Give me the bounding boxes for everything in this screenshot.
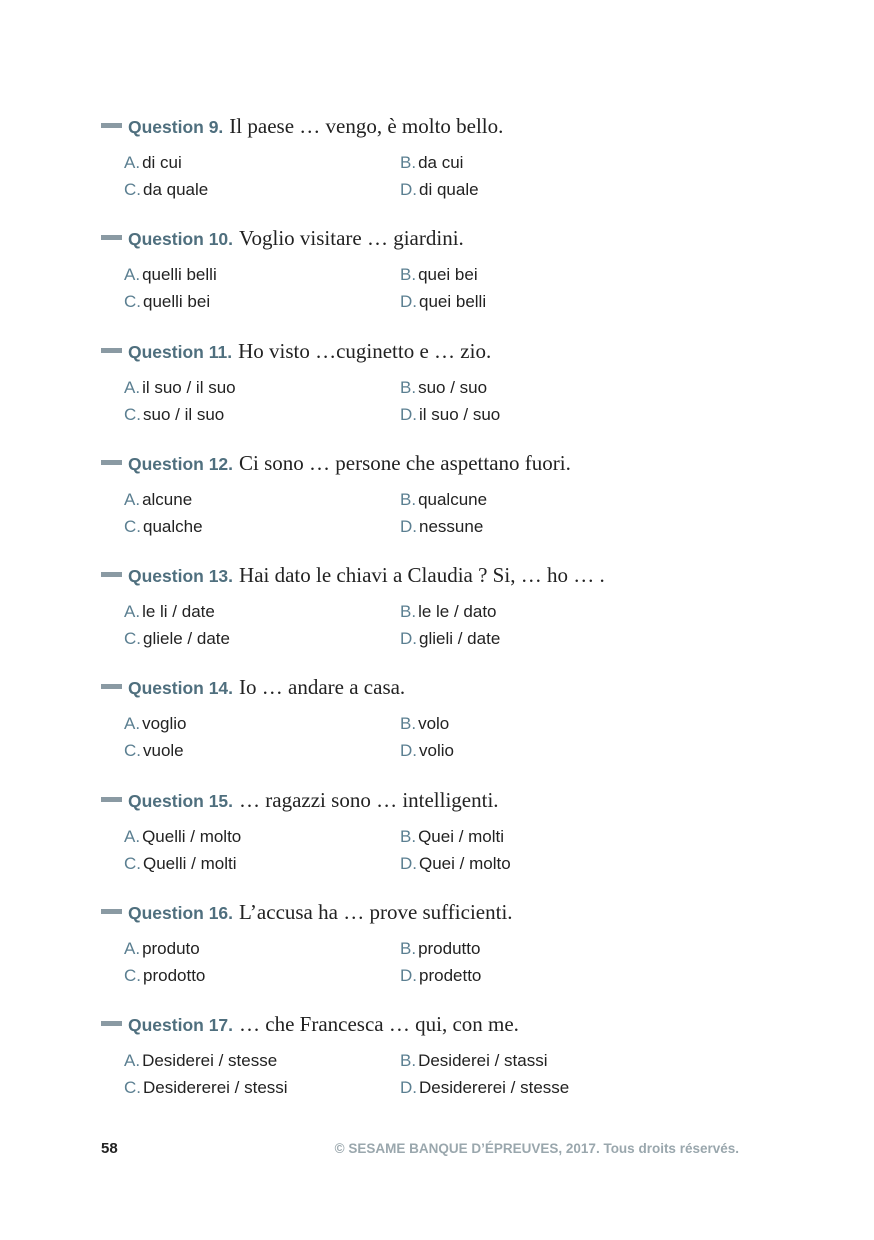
question-header [101, 114, 781, 144]
answer-options [124, 1047, 684, 1101]
option-letter: A. [124, 714, 141, 734]
question-header [101, 900, 781, 930]
option-text: il suo / il suo [142, 377, 236, 397]
answer-options [124, 935, 684, 989]
option-d [400, 737, 676, 764]
option-text: Desidererei / stesse [419, 1078, 570, 1098]
option-text: produtto [418, 939, 481, 959]
question-label: Question 12. [128, 453, 234, 474]
option-b [400, 486, 676, 513]
question-item [101, 1012, 781, 1124]
option-text: Quei / molto [419, 853, 511, 873]
option-text: Desiderei / stesse [142, 1051, 278, 1071]
question-text: Io … andare a casa. [239, 675, 406, 700]
question-item [101, 675, 781, 787]
answer-options [124, 598, 684, 652]
option-text: Quei / molti [418, 826, 505, 846]
option-b [400, 261, 676, 288]
option-text: Desiderei / stassi [418, 1051, 548, 1071]
option-b [400, 374, 676, 401]
option-letter: D. [400, 292, 417, 312]
option-text: glieli / date [419, 629, 501, 649]
question-text: … ragazzi sono … intelligenti. [239, 787, 499, 812]
option-letter: D. [400, 404, 417, 424]
option-c [124, 513, 400, 540]
question-header [101, 451, 781, 481]
question-label: Question 10. [128, 229, 234, 250]
option-letter: A. [124, 826, 141, 846]
question-marker-bar [101, 1021, 122, 1026]
question-marker-bar [101, 348, 122, 353]
option-c [124, 1074, 400, 1101]
option-text: volo [418, 714, 450, 734]
question-label: Question 16. [128, 903, 234, 924]
question-label: Question 17. [128, 1015, 234, 1036]
question-header [101, 226, 781, 256]
question-marker-bar [101, 572, 122, 577]
option-text: quei bei [418, 265, 478, 285]
question-item [101, 788, 781, 900]
option-text: Quelli / molti [143, 853, 237, 873]
question-item [101, 226, 781, 338]
question-label: Question 14. [128, 678, 234, 699]
question-label: Question 15. [128, 790, 234, 811]
question-text: Voglio visitare … giardini. [239, 226, 464, 251]
option-letter: C. [124, 966, 141, 986]
option-c [124, 737, 400, 764]
option-text: prodotto [143, 966, 206, 986]
option-text: qualcune [418, 489, 488, 509]
option-text: Quelli / molto [142, 826, 242, 846]
option-a [124, 1047, 400, 1074]
option-d [400, 401, 676, 428]
option-text: Desidererei / stessi [143, 1078, 288, 1098]
option-text: da quale [143, 180, 209, 199]
page-footer [101, 1140, 741, 1162]
question-header [101, 563, 781, 593]
option-d [400, 513, 676, 540]
option-letter: C. [124, 1078, 141, 1098]
option-letter: B. [400, 377, 417, 397]
option-b [400, 1047, 676, 1074]
option-d [400, 962, 676, 989]
question-label: Question 13. [128, 566, 234, 587]
option-letter: B. [400, 1051, 417, 1071]
answer-options [124, 261, 684, 315]
option-letter: C. [124, 404, 141, 424]
question-header [101, 675, 781, 705]
option-letter: D. [400, 966, 417, 986]
option-text: nessune [419, 516, 484, 536]
option-letter: C. [124, 629, 141, 649]
question-label: Question 11. [128, 341, 233, 362]
question-header [101, 788, 781, 818]
question-marker-bar [101, 460, 122, 465]
copyright-notice: © SESAME BANQUE D’ÉPREUVES, 2017. Tous droits réservés. [334, 1141, 739, 1156]
option-a [124, 823, 400, 850]
option-a [124, 261, 400, 288]
option-letter: C. [124, 853, 141, 873]
option-letter: D. [400, 741, 417, 761]
option-text: quelli belli [142, 265, 217, 285]
option-b [400, 935, 676, 962]
question-text: Il paese … vengo, è molto bello. [229, 114, 504, 138]
option-text: qualche [143, 516, 203, 536]
question-text: L’accusa ha … prove sufficienti. [239, 900, 513, 925]
question-text: Hai dato le chiavi a Claudia ? Si, … ho … . [239, 563, 605, 588]
question-header [101, 339, 781, 369]
option-letter: A. [124, 153, 141, 172]
option-letter: D. [400, 516, 417, 536]
option-a [124, 935, 400, 962]
question-text: Ho visto …cuginetto e … zio. [238, 338, 492, 363]
option-letter: A. [124, 377, 141, 397]
option-text: da cui [418, 153, 464, 172]
option-b [400, 149, 676, 176]
option-c [124, 176, 400, 203]
question-text: Ci sono … persone che aspettano fuori. [239, 450, 571, 475]
option-text: il suo / suo [419, 404, 501, 424]
option-letter: A. [124, 939, 141, 959]
option-c [124, 850, 400, 877]
option-letter: A. [124, 1051, 141, 1071]
question-item [101, 451, 781, 563]
question-item [101, 114, 781, 226]
option-letter: B. [400, 602, 417, 622]
option-a [124, 598, 400, 625]
option-letter: C. [124, 292, 141, 312]
answer-options [124, 374, 684, 428]
option-letter: C. [124, 180, 141, 199]
question-header [101, 1012, 781, 1042]
option-text: suo / il suo [143, 404, 225, 424]
option-b [400, 710, 676, 737]
option-letter: C. [124, 741, 141, 761]
option-letter: C. [124, 516, 141, 536]
option-text: voglio [142, 714, 187, 734]
option-letter: D. [400, 1078, 417, 1098]
option-text: quelli bei [143, 292, 211, 312]
option-text: di cui [142, 153, 182, 172]
question-item [101, 563, 781, 675]
option-letter: D. [400, 180, 417, 199]
option-text: gliele / date [143, 629, 230, 649]
option-a [124, 710, 400, 737]
option-d [400, 176, 676, 203]
question-marker-bar [101, 123, 122, 128]
option-c [124, 962, 400, 989]
option-letter: B. [400, 939, 417, 959]
option-text: le le / dato [418, 602, 497, 622]
option-letter: B. [400, 265, 417, 285]
option-text: alcune [142, 489, 193, 509]
option-letter: A. [124, 602, 141, 622]
option-text: prodetto [419, 966, 482, 986]
answer-options [124, 710, 684, 764]
question-marker-bar [101, 684, 122, 689]
question-text: … che Francesca … qui, con me. [239, 1012, 519, 1037]
question-list [101, 114, 781, 1125]
option-a [124, 149, 400, 176]
answer-options [124, 149, 684, 203]
option-letter: B. [400, 153, 417, 172]
question-marker-bar [101, 797, 122, 802]
option-b [400, 823, 676, 850]
option-text: suo / suo [418, 377, 488, 397]
option-text: volio [419, 741, 454, 761]
option-text: vuole [143, 741, 184, 761]
option-letter: B. [400, 714, 417, 734]
option-c [124, 625, 400, 652]
option-a [124, 486, 400, 513]
question-item [101, 339, 781, 451]
option-c [124, 288, 400, 315]
answer-options [124, 823, 684, 877]
option-text: quei belli [419, 292, 487, 312]
option-text: di quale [419, 180, 479, 199]
option-letter: B. [400, 489, 417, 509]
option-letter: D. [400, 853, 417, 873]
option-d [400, 288, 676, 315]
option-letter: A. [124, 489, 141, 509]
option-text: le li / date [142, 602, 215, 622]
option-d [400, 625, 676, 652]
option-letter: B. [400, 826, 417, 846]
question-marker-bar [101, 235, 122, 240]
option-text: produto [142, 939, 200, 959]
page-number: 58 [101, 1140, 118, 1157]
question-label: Question 9. [128, 117, 224, 137]
option-letter: D. [400, 629, 417, 649]
option-d [400, 1074, 676, 1101]
question-marker-bar [101, 909, 122, 914]
question-item [101, 900, 781, 1012]
option-c [124, 401, 400, 428]
option-b [400, 598, 676, 625]
option-a [124, 374, 400, 401]
option-letter: A. [124, 265, 141, 285]
option-d [400, 850, 676, 877]
answer-options [124, 486, 684, 540]
